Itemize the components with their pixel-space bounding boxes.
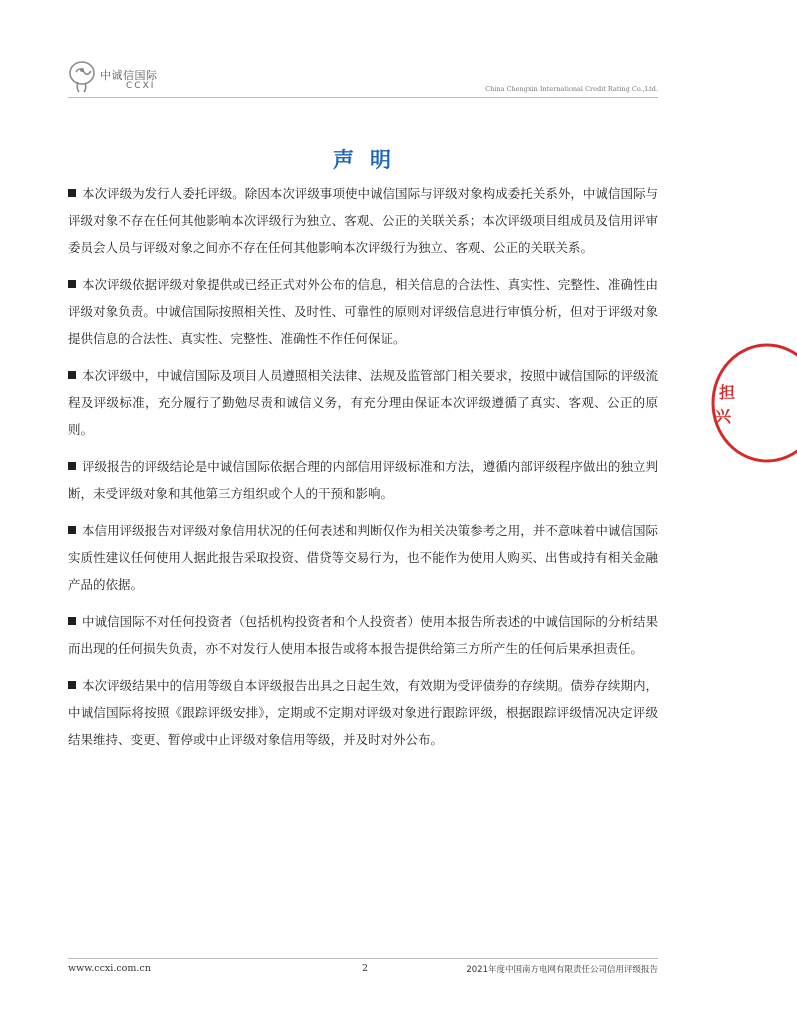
square-bullet-icon <box>68 371 76 379</box>
statement-text: 本次评级依据评级对象提供或已经正式对外公布的信息，相关信息的合法性、真实性、完整性、准确性由评级对象负责。中诚信国际按照相关性、及时性、可靠性的原则对评级信息进行审慎分析，但对于评级对象提供信息的合法性、真实性、完整性、准确性不作任何保证。 <box>68 277 658 346</box>
svg-text:兴: 兴 <box>715 407 732 426</box>
header-divider <box>68 97 658 98</box>
statement-body <box>68 180 658 763</box>
statement-paragraph <box>68 453 658 507</box>
statement-text: 本次评级为发行人委托评级。除因本次评级事项使中诚信国际与评级对象构成委托关系外，中诚信国际与评级对象不存在任何其他影响本次评级行为独立、客观、公正的关联关系；本次评级项目组成员及信用评审委员会人员与评级对象之间亦不存在任何其他影响本次评级行为独立、客观、公正的关联关系。 <box>68 186 658 255</box>
website-link[interactable]: www.ccxi.com.cn <box>68 963 151 974</box>
statement-paragraph <box>68 180 658 261</box>
page-number: 2 <box>362 963 369 974</box>
statement-paragraph <box>68 672 658 753</box>
logo-chinese-name: 中诚信国际 <box>100 69 158 82</box>
statement-paragraph <box>68 271 658 352</box>
company-english-name: China Chengxin International Credit Rating Co.,Ltd. <box>485 85 658 93</box>
statement-text: 本次评级结果中的信用等级自本评级报告出具之日起生效，有效期为受评债券的存续期。债券存续期内，中诚信国际将按照《跟踪评级安排》，定期或不定期对评级对象进行跟踪评级，根据跟踪评级情况决定评级结果维持、变更、暂停或中止评级对象信用等级，并及时对外公布。 <box>68 678 658 747</box>
statement-text: 本信用评级报告对评级对象信用状况的任何表述和判断仅作为相关决策参考之用，并不意味着中诚信国际实质性建议任何使用人据此报告采取投资、借贷等交易行为，也不能作为使用人购买、出售或持有相关金融产品的依据。 <box>68 523 658 592</box>
page-title: 声明 <box>333 148 407 172</box>
footer-divider <box>68 958 658 959</box>
statement-paragraph <box>68 517 658 598</box>
square-bullet-icon <box>68 280 76 288</box>
company-seal-stamp <box>707 338 797 468</box>
statement-paragraph <box>68 362 658 443</box>
square-bullet-icon <box>68 526 76 534</box>
square-bullet-icon <box>68 189 76 197</box>
statement-text: 本次评级中，中诚信国际及项目人员遵照相关法律、法规及监管部门相关要求，按照中诚信国际的评级流程及评级标准，充分履行了勤勉尽责和诚信义务，有充分理由保证本次评级遵循了真实、客观、公正的原则。 <box>68 368 658 437</box>
logo-english-name: CCXI <box>126 81 156 91</box>
statement-text: 中诚信国际不对任何投资者（包括机构投资者和个人投资者）使用本报告所表述的中诚信国际的分析结果而出现的任何损失负责，亦不对发行人使用本报告或将本报告提供给第三方所产生的任何后果承担责任。 <box>68 614 658 656</box>
square-bullet-icon <box>68 617 76 625</box>
svg-text:担: 担 <box>719 383 736 402</box>
ccxi-logo <box>68 60 198 96</box>
statement-text: 评级报告的评级结论是中诚信国际依据合理的内部信用评级标准和方法，遵循内部评级程序做出的独立判断，未受评级对象和其他第三方组织或个人的干预和影响。 <box>68 459 658 501</box>
square-bullet-icon <box>68 681 76 689</box>
page-footer <box>68 963 658 979</box>
square-bullet-icon <box>68 462 76 470</box>
ccxi-logo-mark-icon <box>68 60 98 94</box>
page-header <box>68 60 658 100</box>
report-name: 2021年度中国南方电网有限责任公司信用评级报告 <box>466 965 658 975</box>
statement-paragraph <box>68 608 658 662</box>
